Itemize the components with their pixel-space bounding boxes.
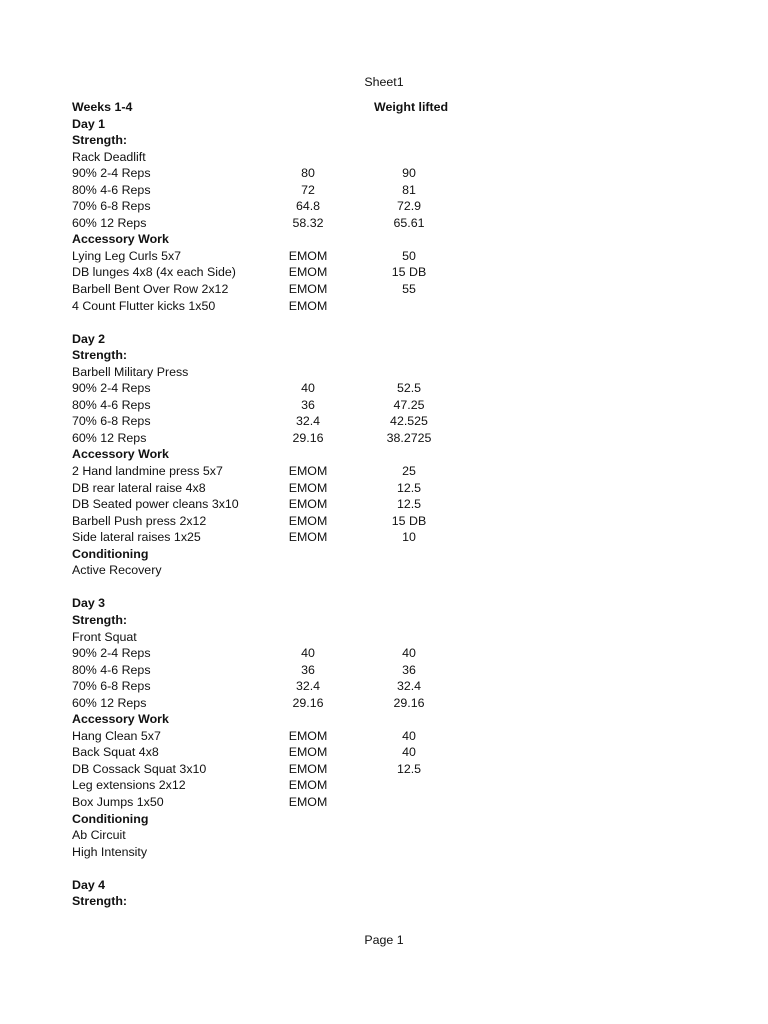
cell-target: 40 bbox=[301, 381, 315, 396]
cell-weight: 52.5 bbox=[396, 381, 422, 396]
cell-weight: 65.61 bbox=[393, 215, 425, 230]
cell-label: Day 1 bbox=[72, 116, 106, 131]
cell-weight: 25 bbox=[402, 464, 416, 479]
sheet-row bbox=[72, 529, 632, 546]
sheet-row bbox=[72, 711, 632, 728]
sheet-row bbox=[72, 298, 632, 315]
sheet-row bbox=[72, 132, 632, 149]
cell-target: EMOM bbox=[288, 497, 328, 512]
cell-weight: 40 bbox=[402, 728, 416, 743]
sheet-row bbox=[72, 215, 632, 232]
cell-label: 60% 12 Reps bbox=[72, 430, 147, 445]
sheet-row bbox=[72, 99, 632, 116]
cell-target: EMOM bbox=[288, 282, 328, 297]
cell-label: Day 3 bbox=[72, 596, 106, 611]
cell-target: 36 bbox=[301, 662, 315, 677]
sheet-row bbox=[72, 794, 632, 811]
cell-label: Barbell Bent Over Row 2x12 bbox=[72, 282, 229, 297]
cell-target: EMOM bbox=[288, 745, 328, 760]
cell-label: 60% 12 Reps bbox=[72, 215, 147, 230]
cell-weight: Weight lifted bbox=[374, 100, 449, 114]
cell-weight: 55 bbox=[402, 282, 416, 297]
cell-target: EMOM bbox=[288, 778, 328, 793]
sheet-row bbox=[72, 811, 632, 828]
cell-label: Day 2 bbox=[72, 331, 106, 346]
sheet-row bbox=[72, 695, 632, 712]
sheet-row bbox=[72, 364, 632, 381]
cell-label: High Intensity bbox=[72, 844, 148, 859]
sheet-row bbox=[72, 893, 632, 910]
cell-weight: 47.25 bbox=[393, 397, 425, 412]
sheet-row bbox=[72, 182, 632, 199]
cell-label: Accessory Work bbox=[72, 447, 169, 462]
cell-target: 72 bbox=[301, 182, 315, 197]
cell-label: Barbell Push press 2x12 bbox=[72, 513, 207, 528]
cell-target: EMOM bbox=[288, 464, 328, 479]
cell-target: EMOM bbox=[288, 248, 328, 263]
cell-weight: 12.5 bbox=[396, 497, 422, 512]
cell-target: 40 bbox=[301, 646, 315, 661]
sheet-row bbox=[72, 629, 632, 646]
cell-label: Active Recovery bbox=[72, 563, 162, 578]
cell-weight: 29.16 bbox=[393, 695, 425, 710]
cell-weight: 42.525 bbox=[390, 414, 428, 429]
cell-label: Barbell Military Press bbox=[72, 364, 189, 379]
cell-weight: 40 bbox=[402, 745, 416, 760]
page-header bbox=[0, 74, 768, 91]
sheet-row bbox=[72, 662, 632, 679]
cell-label: DB lunges 4x8 (4x each Side) bbox=[72, 265, 236, 280]
sheet-row bbox=[72, 612, 632, 629]
cell-weight: 10 bbox=[402, 530, 416, 545]
sheet-row bbox=[72, 728, 632, 745]
cell-target: 29.16 bbox=[292, 430, 324, 445]
cell-label: 90% 2-4 Reps bbox=[72, 646, 151, 661]
sheet-row bbox=[72, 496, 632, 513]
cell-target: 29.16 bbox=[292, 695, 324, 710]
sheet-row bbox=[72, 281, 632, 298]
cell-weight: 12.5 bbox=[396, 761, 422, 776]
sheet-row bbox=[72, 347, 632, 364]
sheet-row bbox=[72, 380, 632, 397]
cell-label: Ab Circuit bbox=[72, 828, 126, 843]
cell-target: 64.8 bbox=[295, 199, 321, 214]
cell-target: 32.4 bbox=[295, 414, 321, 429]
sheet-name: Sheet1 bbox=[364, 75, 404, 89]
sheet-row bbox=[72, 480, 632, 497]
cell-label: Side lateral raises 1x25 bbox=[72, 530, 201, 545]
cell-label: Strength: bbox=[72, 348, 128, 363]
sheet-row bbox=[72, 116, 632, 133]
sheet-row bbox=[72, 827, 632, 844]
sheet-row bbox=[72, 446, 632, 463]
cell-target: EMOM bbox=[288, 530, 328, 545]
cell-weight: 32.4 bbox=[396, 679, 422, 694]
sheet-row bbox=[72, 397, 632, 414]
cell-weight: 50 bbox=[402, 248, 416, 263]
cell-target: 32.4 bbox=[295, 679, 321, 694]
sheet-row bbox=[72, 248, 632, 265]
cell-label: Strength: bbox=[72, 612, 128, 627]
cell-weight: 40 bbox=[402, 646, 416, 661]
cell-label: 80% 4-6 Reps bbox=[72, 397, 151, 412]
sheet-row bbox=[72, 314, 632, 331]
sheet-row bbox=[72, 877, 632, 894]
cell-label: Conditioning bbox=[72, 811, 149, 826]
cell-weight: 12.5 bbox=[396, 480, 422, 495]
sheet-row bbox=[72, 231, 632, 248]
cell-target: EMOM bbox=[288, 513, 328, 528]
cell-label: 80% 4-6 Reps bbox=[72, 182, 151, 197]
cell-label: DB Cossack Squat 3x10 bbox=[72, 761, 207, 776]
sheet-row bbox=[72, 546, 632, 563]
cell-target: 80 bbox=[301, 166, 315, 181]
cell-label: 2 Hand landmine press 5x7 bbox=[72, 464, 223, 479]
cell-label: 70% 6-8 Reps bbox=[72, 679, 151, 694]
page-footer bbox=[0, 932, 768, 949]
cell-label: 60% 12 Reps bbox=[72, 695, 147, 710]
sheet-row bbox=[72, 513, 632, 530]
cell-label: Accessory Work bbox=[72, 712, 169, 727]
cell-label: Back Squat 4x8 bbox=[72, 745, 159, 760]
cell-label: Conditioning bbox=[72, 546, 149, 561]
cell-label: 70% 6-8 Reps bbox=[72, 414, 151, 429]
cell-label: 80% 4-6 Reps bbox=[72, 662, 151, 677]
sheet-row bbox=[72, 413, 632, 430]
sheet-row bbox=[72, 579, 632, 596]
cell-label: 70% 6-8 Reps bbox=[72, 199, 151, 214]
cell-target: EMOM bbox=[288, 728, 328, 743]
cell-label: DB rear lateral raise 4x8 bbox=[72, 480, 206, 495]
cell-weight: 38.2725 bbox=[386, 430, 432, 445]
cell-weight: 72.9 bbox=[396, 199, 422, 214]
sheet-row bbox=[72, 645, 632, 662]
sheet-row bbox=[72, 595, 632, 612]
cell-weight: 36 bbox=[402, 662, 416, 677]
cell-target: EMOM bbox=[288, 761, 328, 776]
sheet-row bbox=[72, 198, 632, 215]
sheet-row bbox=[72, 777, 632, 794]
sheet-row bbox=[72, 844, 632, 861]
sheet-row bbox=[72, 165, 632, 182]
cell-target: 36 bbox=[301, 397, 315, 412]
spreadsheet-body bbox=[72, 99, 632, 910]
sheet-row bbox=[72, 678, 632, 695]
cell-label: Box Jumps 1x50 bbox=[72, 794, 164, 809]
cell-label: Hang Clean 5x7 bbox=[72, 728, 161, 743]
sheet-row bbox=[72, 430, 632, 447]
cell-weight: 81 bbox=[402, 182, 416, 197]
cell-label: Front Squat bbox=[72, 629, 137, 644]
cell-weight: 90 bbox=[402, 166, 416, 181]
page-number: Page 1 bbox=[364, 933, 404, 947]
cell-label: Strength: bbox=[72, 133, 128, 148]
cell-target: EMOM bbox=[288, 794, 328, 809]
cell-target: EMOM bbox=[288, 480, 328, 495]
sheet-row bbox=[72, 264, 632, 281]
sheet-row bbox=[72, 562, 632, 579]
sheet-row bbox=[72, 463, 632, 480]
cell-label: DB Seated power cleans 3x10 bbox=[72, 497, 239, 512]
cell-weight: 15 DB bbox=[391, 513, 427, 528]
cell-label: 4 Count Flutter kicks 1x50 bbox=[72, 298, 216, 313]
cell-label: Day 4 bbox=[72, 877, 106, 892]
cell-label: Strength: bbox=[72, 894, 128, 909]
cell-target: 58.32 bbox=[292, 215, 324, 230]
sheet-row bbox=[72, 860, 632, 877]
cell-label: Rack Deadlift bbox=[72, 149, 146, 164]
cell-target: EMOM bbox=[288, 298, 328, 313]
cell-label: 90% 2-4 Reps bbox=[72, 381, 151, 396]
cell-label: Weeks 1-4 bbox=[72, 100, 133, 114]
sheet-row bbox=[72, 149, 632, 166]
cell-target: EMOM bbox=[288, 265, 328, 280]
sheet-row bbox=[72, 331, 632, 348]
sheet-row bbox=[72, 761, 632, 778]
cell-label: Leg extensions 2x12 bbox=[72, 778, 186, 793]
cell-weight: 15 DB bbox=[391, 265, 427, 280]
cell-label: Accessory Work bbox=[72, 232, 169, 247]
cell-label: 90% 2-4 Reps bbox=[72, 166, 151, 181]
cell-label: Lying Leg Curls 5x7 bbox=[72, 248, 182, 263]
sheet-row bbox=[72, 744, 632, 761]
